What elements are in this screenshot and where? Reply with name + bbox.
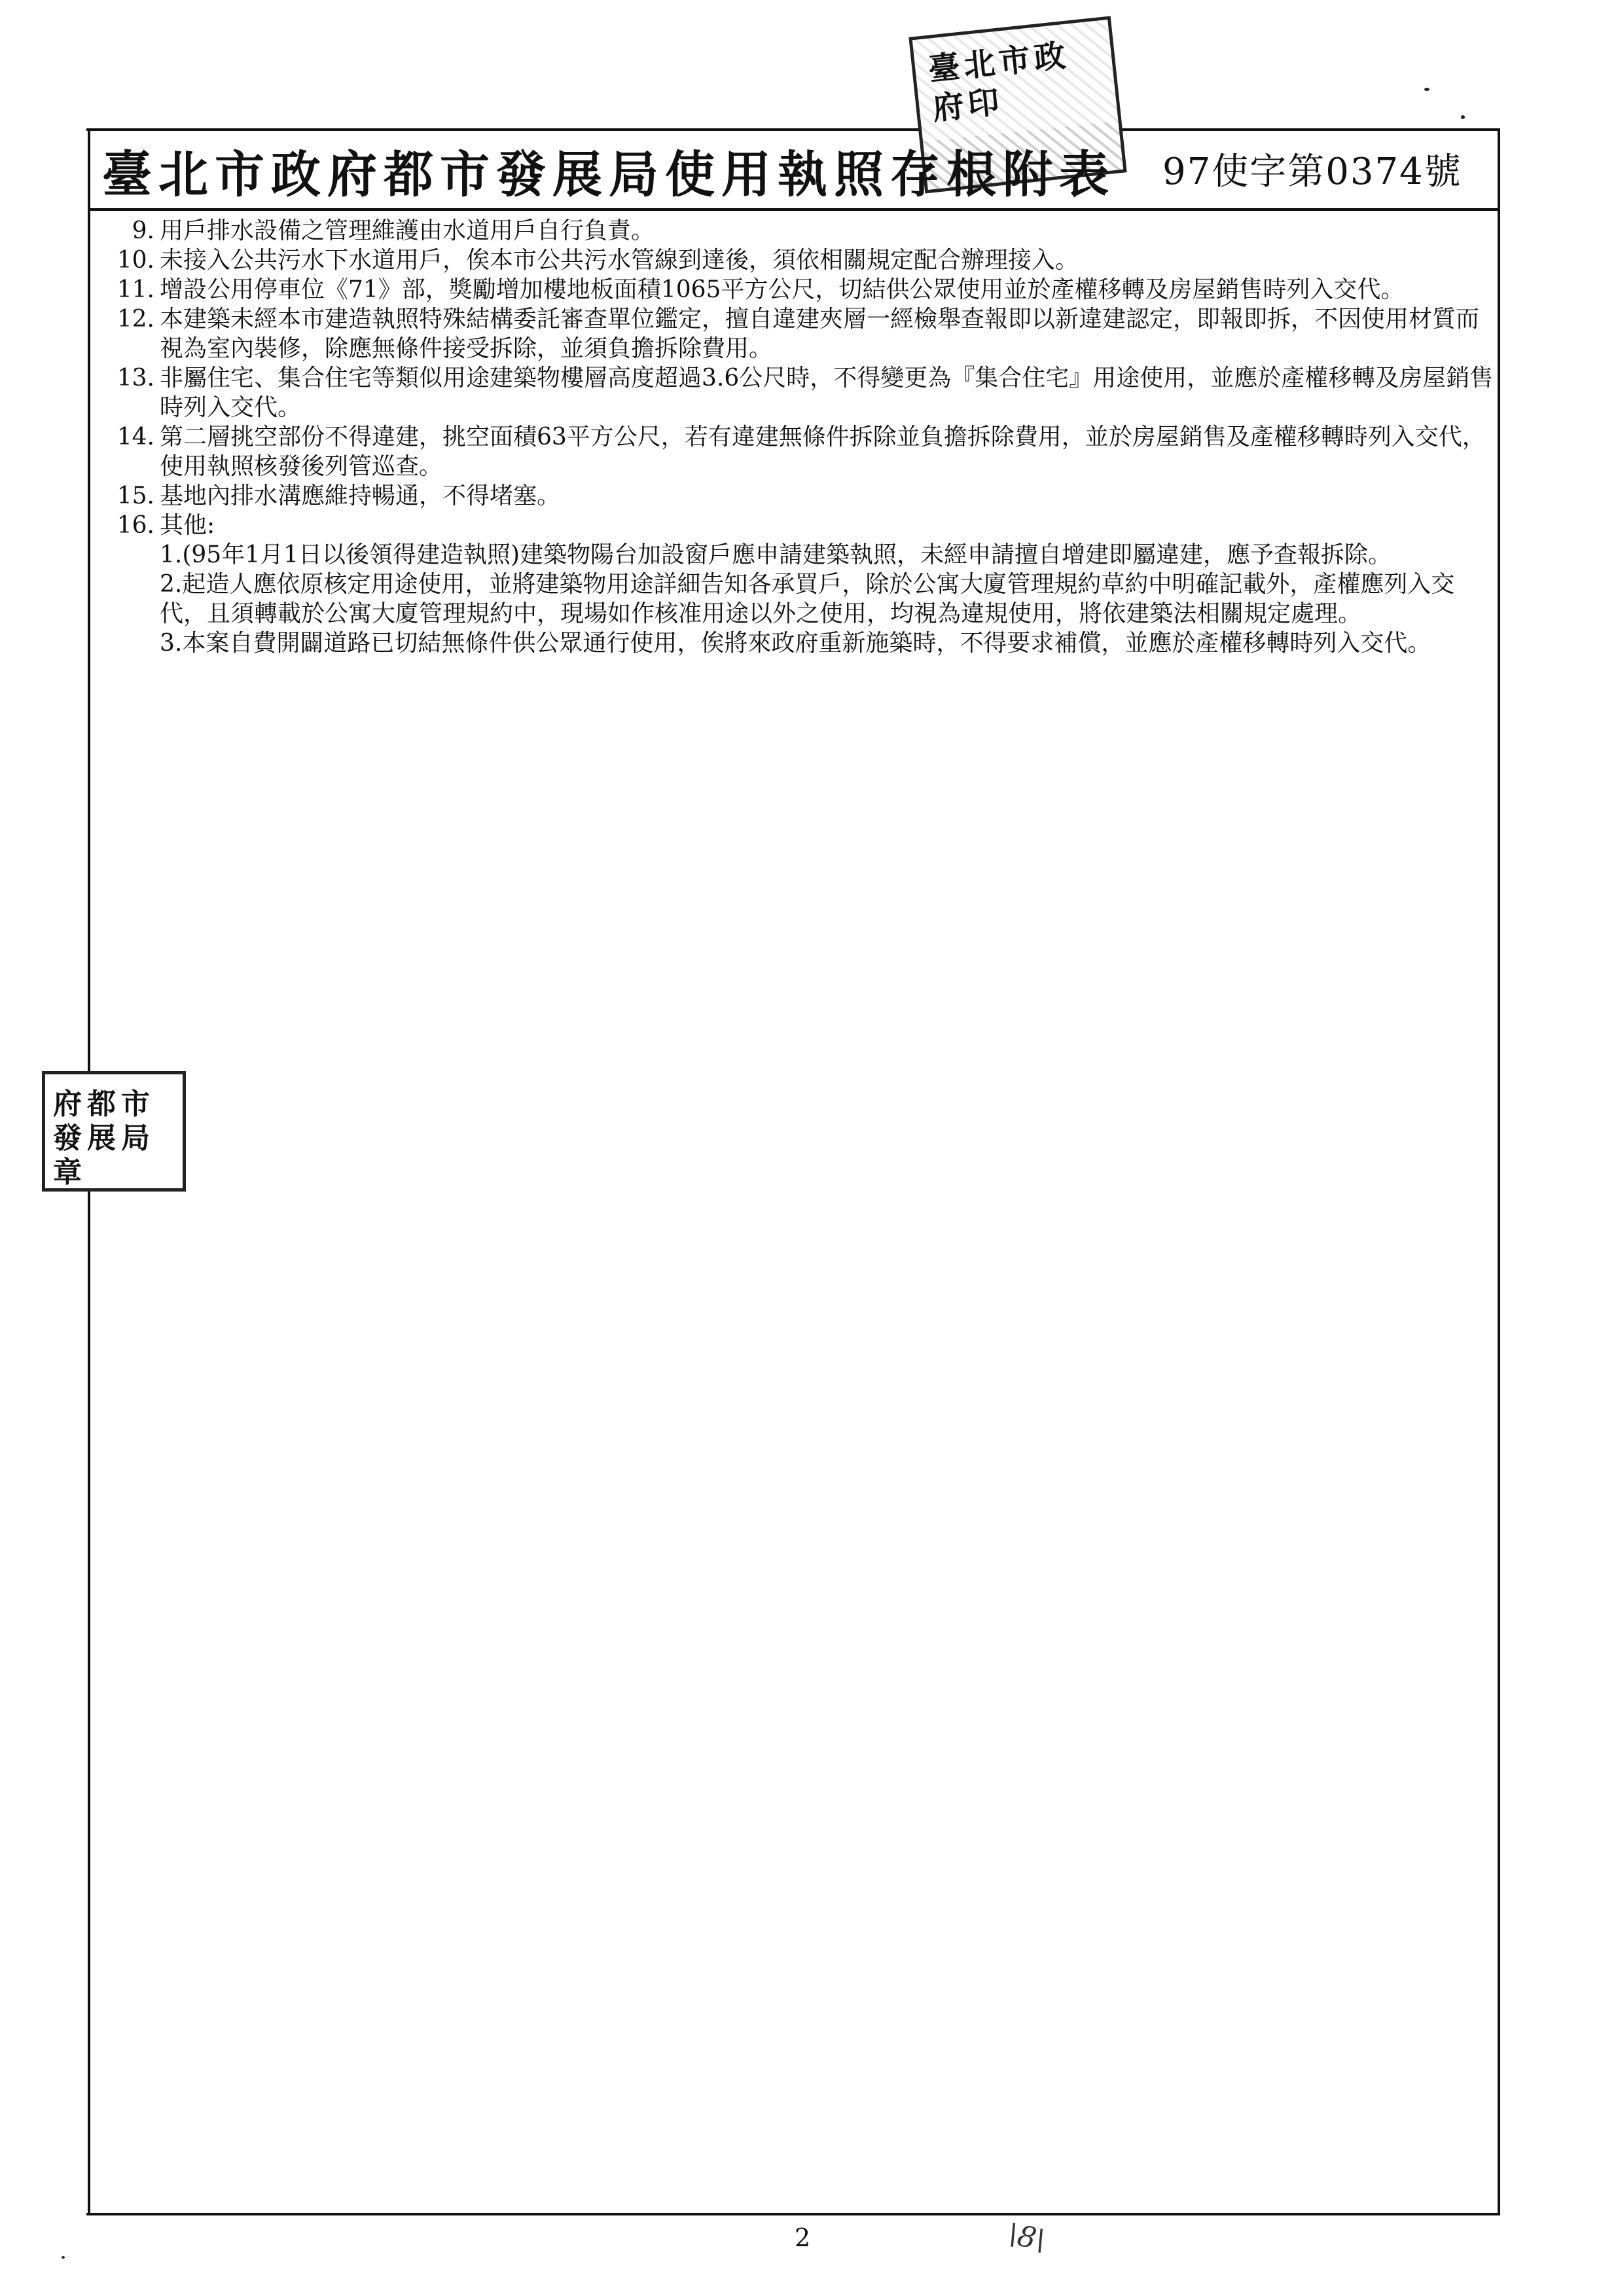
item-text: 增設公用停車位《71》部，獎勵增加樓地板面積1065平方公尺，切結供公眾使用並於產權移轉及房屋銷售時列入交代。 [160,276,1405,303]
left-seal-text: 府都市發展局章 [45,1074,183,1192]
condition-item [92,363,1499,422]
item-text: 本建築未經本市建造執照特殊結構委託審查單位鑑定，擅自違建夾層一經檢舉查報即以新違建認定，即報即拆，不因使用材質而視為室內裝修，除應無條件接受拆除，並須負擔拆除費用。 [160,306,1480,362]
item-number: 13. [117,365,154,392]
frame-bottom-line [86,2213,1500,2215]
item-text: 其他: [160,512,215,539]
conditions-list [92,216,1499,658]
item-text: 未接入公共污水下水道用戶，俟本市公共污水管線到達後，須依相關規定配合辦理接入。 [160,247,1079,274]
condition-item [92,422,1499,481]
condition-item [92,275,1499,304]
header-divider [88,208,1499,211]
item-number: 9. [132,217,154,244]
page-number: 2 [795,2223,811,2252]
item-number: 15. [117,483,154,509]
condition-item [92,246,1499,275]
left-seal-stamp [42,1071,186,1192]
item-text: 用戶排水設備之管理維護由水道用戶自行負責。 [160,217,655,244]
other-sub-item: 1.(95年1月1日以後領得建造執照)建築物陽台加設窗戶應申請建築執照，未經申請擅自增建即屬違建，應予查報拆除。 [160,541,1392,568]
item-number: 11. [117,276,154,303]
item-text: 第二層挑空部份不得違建，挑空面積63平方公尺，若有違建無條件拆除並負擔拆除費用，並於房屋銷售及產權移轉時列入交代，使用執照核發後列管巡查。 [160,424,1486,480]
condition-item [92,216,1499,246]
condition-item [92,304,1499,363]
item-number: 16. [117,512,154,539]
item-number: 14. [117,424,154,450]
scan-speck [62,2256,65,2259]
other-sub-item: 2.起造人應依原核定用途使用，並將建築物用途詳細告知各承買戶，除於公寓大廈管理規約草約中明確記載外，產權應列入交代，且須轉載於公寓大廈管理規約中，現場如作核准用途以外之使用，均視為違規使用，將依建築法相關規定處理。 [160,571,1455,627]
other-sub-item: 3.本案自費開闢道路已切結無條件供公眾通行使用，俟將來政府重新施築時，不得要求補償，並應於產權移轉時列入交代。 [160,630,1431,657]
scan-speck [1424,88,1429,91]
item-number: 12. [117,306,154,333]
condition-item [92,511,1499,540]
handwritten-mark: \8\ [1005,2217,1049,2258]
permit-number: 97使字第0374號 [1162,151,1462,193]
condition-item [92,481,1499,511]
frame-top-line [86,128,1500,131]
item-text: 非屬住宅、集合住宅等類似用途建築物樓層高度超過3.6公尺時，不得變更為『集合住宅』用途使用，並應於產權移轉及房屋銷售時列入交代。 [160,365,1494,421]
scan-speck [1461,115,1465,119]
item-number: 10. [117,247,154,274]
item-text: 基地內排水溝應維持暢通，不得堵塞。 [160,483,561,509]
document-title: 臺北市政府都市發展局使用執照存根附表 [102,145,1115,204]
top-seal-text: 臺北市政府印 [912,20,1119,142]
